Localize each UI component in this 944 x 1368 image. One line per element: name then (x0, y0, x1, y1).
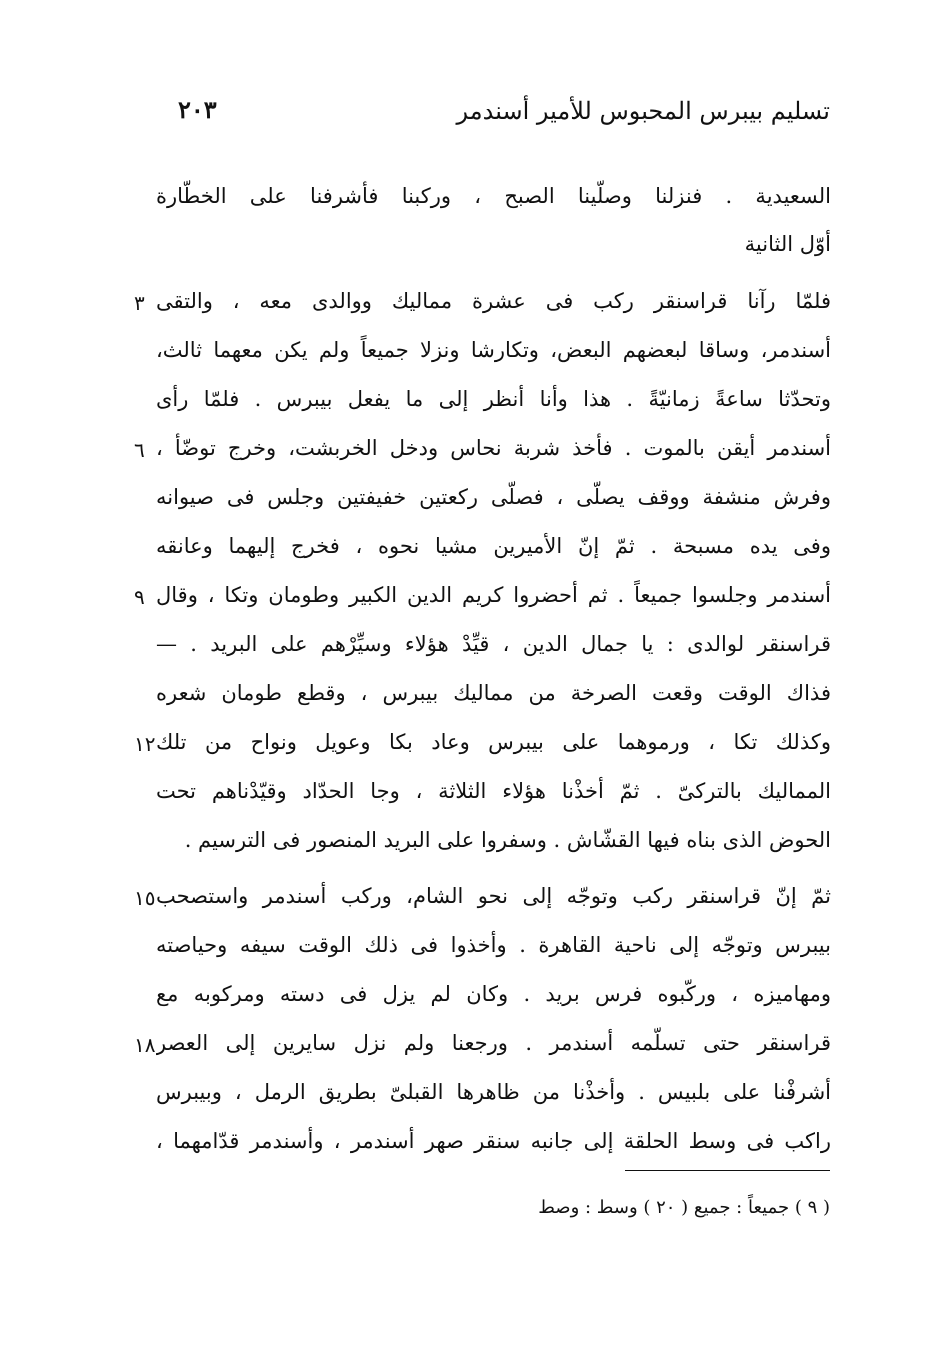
text-line: فذاك الوقت وقعت الصرخة من مماليك بيبرس ، وقطع طومان شعره (156, 681, 831, 705)
text-line: وكذلك تكا ، ورموهما على بيبرس وعاد بكا وعويل ونواح من تلك (156, 730, 831, 754)
page-number: ٢٠٣ (178, 95, 217, 124)
text-line: المماليك بالتركىّ . ثمّ أخذْنا هؤلاء الثلاثة ، وجا الحدّاد وقيّدْناهم تحت (156, 779, 831, 803)
line-number: ٩ (134, 585, 145, 609)
footnote: ( ٩ ) جميعاً : جميع ( ٢٠ ) وسط : وصط (538, 1197, 830, 1218)
footnote-rule (625, 1170, 830, 1171)
text-line: فلمّا رآنا قراسنقر ركب فى عشرة مماليك ووالدى معه ، والتقى (156, 289, 831, 313)
text-line: أوّل الثانية (744, 232, 831, 256)
text-line: قراسنقر لوالدى : يا جمال الدين ، قيِّدْ هؤلاء وسيِّرْهم على البريد . — (156, 632, 831, 656)
line-number: ٦ (134, 438, 145, 462)
text-line: وفى يده مسبحة . ثمّ إنّ الأميرين مشيا نحوه ، فخرج إليهما وعانقه (156, 534, 831, 558)
text-line: وتحدّثا ساعةً زمانيّةً . هذا وأنا أنظر إلى ما يفعل بيبرس . فلمّا رأى (156, 387, 831, 411)
text-line: ثمّ إنّ قراسنقر ركب وتوجّه إلى نحو الشام، وركب أسندمر واستصحب (156, 884, 831, 908)
text-line: راكب فى وسط الحلقة إلى جانبه سنقر صهر أسندمر ، وأسندمر قدّامهما ، (156, 1129, 831, 1153)
line-number: ١٨ (134, 1033, 156, 1057)
text-line: بيبرس وتوجّه إلى ناحية القاهرة . وأخذوا فى ذلك الوقت سيفه وحياصته (156, 933, 831, 957)
text-line: أسندمر، وساقا لبعضهم البعض، وتكارشا ونزلا جميعاً ولم يكن معهما ثالث، (156, 338, 831, 362)
text-line: أشرفْنا على بلبيس . وأخذْنا من ظاهرها القبلىّ بطريق الرمل ، وبيبرس (156, 1080, 831, 1104)
text-line: وفرش منشفة ووقف يصلّى ، فصلّى ركعتين خفيفتين وجلس فى صيوانه (156, 485, 831, 509)
text-line: قراسنقر حتى تسلّمه أسندمر . ورجعنا ولم نزل سايرين إلى العصر (156, 1031, 831, 1055)
text-line: ومهاميزه ، وركّبوه فرس بريد . وكان لم يزل فى دسته ومركوبه مع (156, 982, 831, 1006)
text-line: أسندمر وجلسوا جميعاً . ثم أحضروا كريم الدين الكبير وطومان وتكا ، وقال (156, 583, 831, 607)
line-number: ١٢ (134, 732, 156, 756)
line-number: ١٥ (134, 886, 156, 910)
text-line: السعيدية . فنزلنا وصلّينا الصبح ، وركبنا فأشرفنا على الخطّارة (156, 184, 831, 208)
line-number: ٣ (134, 291, 145, 315)
text-line: أسندمر أيقن بالموت . فأخذ شربة نحاس ودخل الخربشت، وخرج توضّأ ، (156, 436, 831, 460)
text-line: الحوض الذى بناه فيها القشّاش . وسفروا على البريد المنصور فى الترسيم . (184, 828, 831, 852)
running-title: تسليم بيبرس المحبوس للأمير أسندمر (456, 97, 830, 125)
page-header (150, 95, 870, 135)
